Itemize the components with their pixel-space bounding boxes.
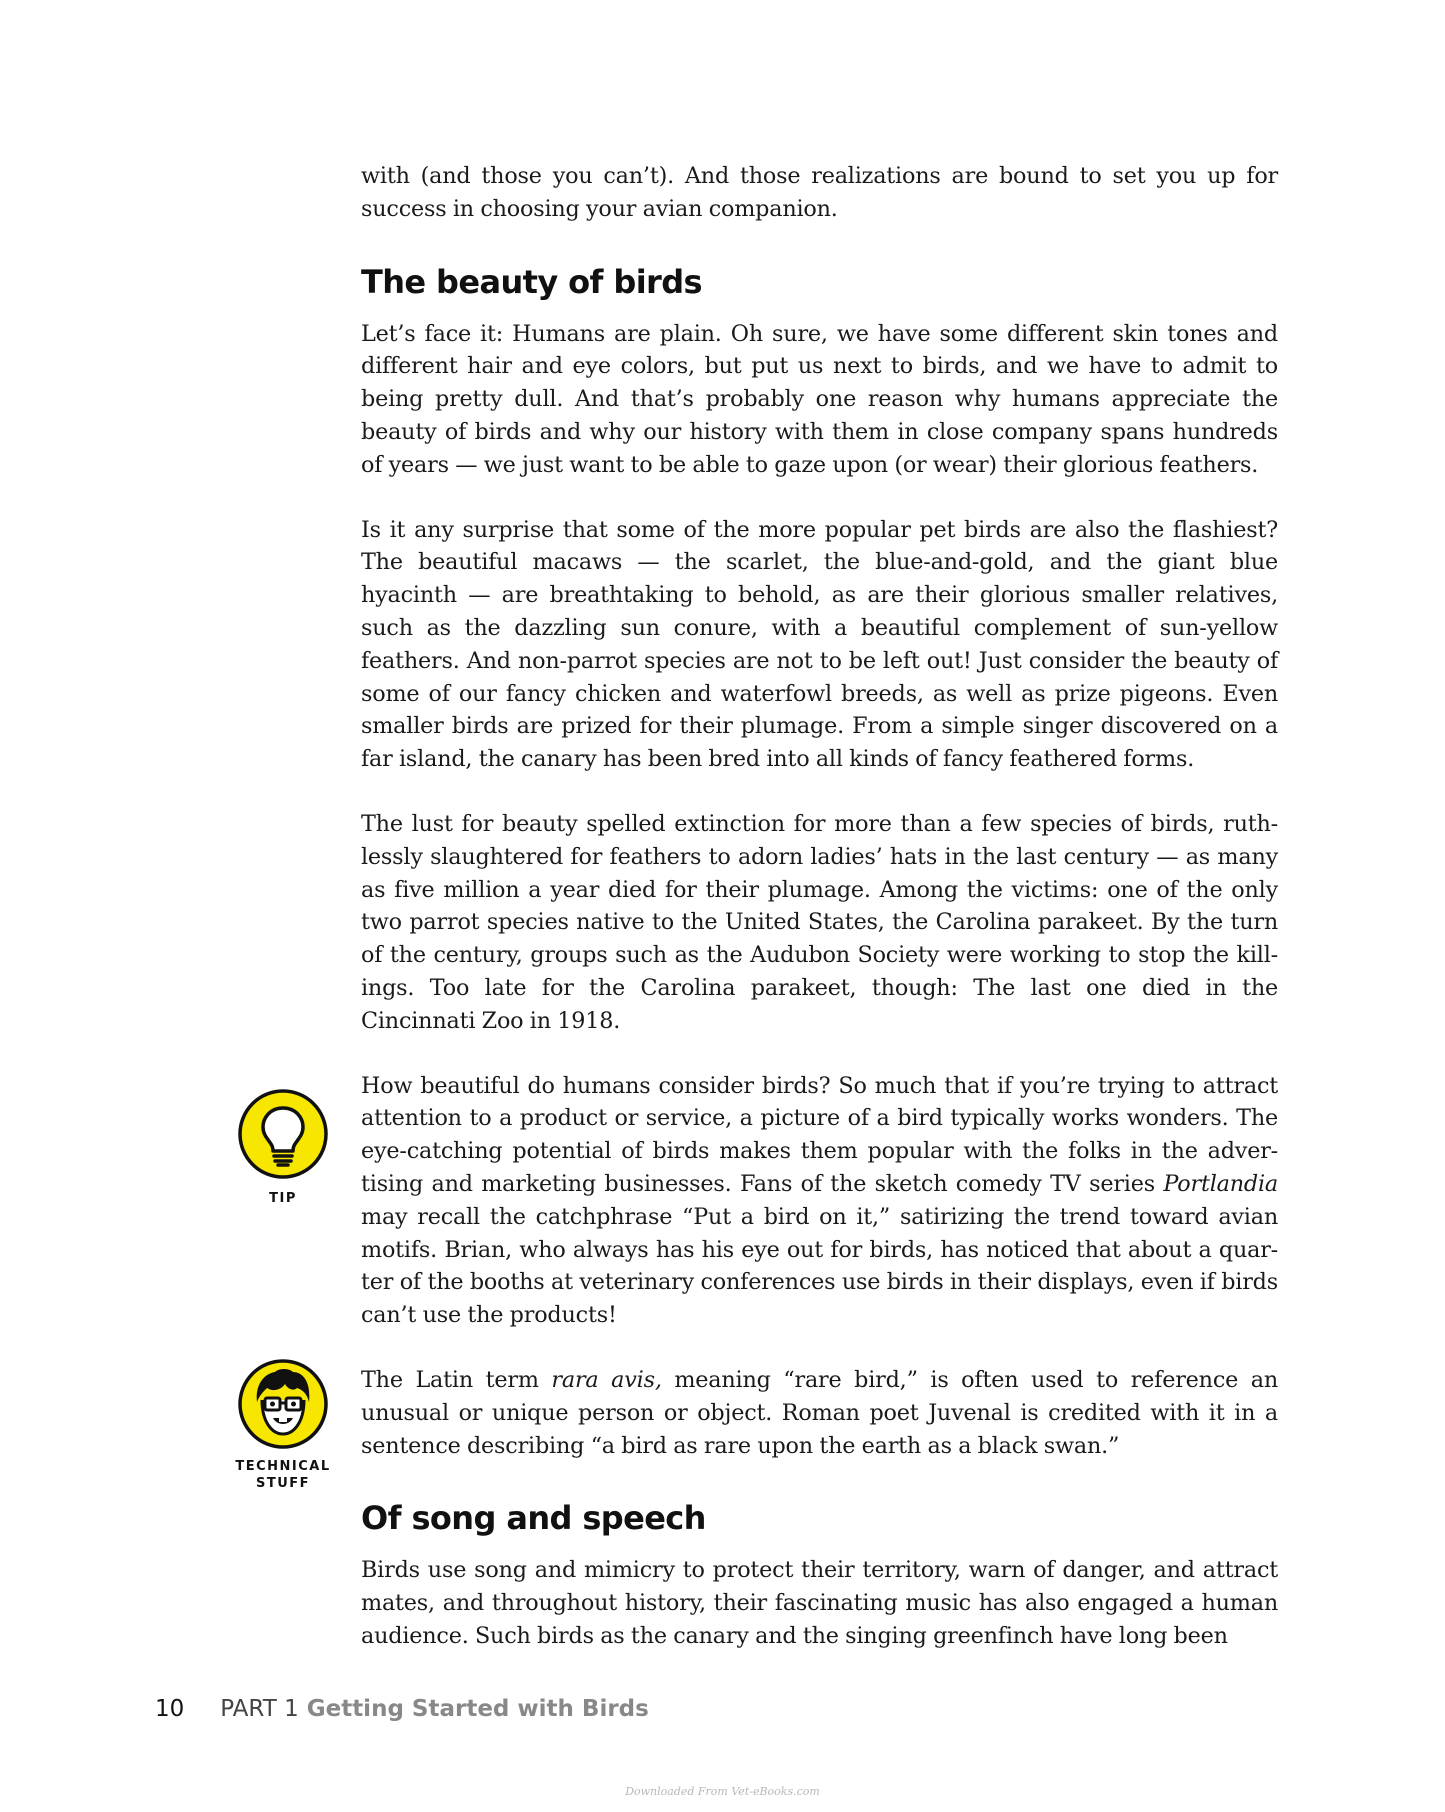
beauty-paragraph-1: Let’s face it: Humans are plain. Oh sure, we have some different skin tones and different hair and eye colors, but put us next to birds, and we have to admit to being pretty dull. And that’s probably one reason why humans appreciate the beauty of birds and why our history with them in close company spans hundreds of years — we just want to be able to gaze upon (or wear) their glorious feathers. — [361, 320, 1278, 478]
section-heading-song: Of song and speech — [361, 1499, 706, 1538]
lightbulb-icon — [237, 1088, 329, 1180]
technical-label-line2: STUFF — [255, 1476, 311, 1491]
tip-icon-block — [213, 1088, 353, 1207]
tip-label: TIP — [269, 1191, 297, 1206]
beauty-paragraph-2: Is it any surprise that some of the more popular pet birds are also the flashiest? The beautiful macaws — the scarlet, the blue-and-gold, and the giant blue hyacinth — are breathtaking to behold, as are their glorious smaller relatives, such as the dazzling sun conure, with a beautiful complement of sun-yellow feathers. And non-parrot species are not to be left out! Just consider the beauty of some of our fancy chicken and waterfowl breeds, as well as prize pigeons. Even smaller birds are prized for their plumage. From a simple singer discovered on a far island, the canary has been bred into all kinds of fancy feathered forms. — [361, 516, 1278, 773]
section-heading-beauty: The beauty of birds — [361, 262, 702, 301]
technical-stuff-icon-block — [213, 1358, 353, 1492]
technical-text-end: meaning “rare bird,” is often used to reference an unusual or unique person or object. Roman poet Juvenal is credited with it in a sentence describing “a bird as rare upon the earth as a black swan.” — [361, 1366, 1278, 1459]
part-label: PART 1 — [220, 1696, 299, 1722]
technical-text-italic: rara avis, — [551, 1366, 662, 1393]
beauty-paragraph-3: The lust for beauty spelled extinction for more than a few species of birds, ruth-lessly slaughtered for feathers to adorn ladies’ hats in the last century — as many as five million a year died for their plumage. Among the victims: one of the only two parrot species native to the United States, the Carolina parakeet. By the turn of the century, groups such as the Audubon Society were working to stop the kill-ings. Too late for the Carolina parakeet, though: The last one died in the Cincinnati Zoo in 1918. — [361, 810, 1278, 1034]
technical-stuff-paragraph — [361, 1364, 1278, 1462]
song-paragraph-1: Birds use song and mimicry to protect their territory, warn of danger, and attract mates, and throughout history, their fascinating music has also engaged a human audience. Such birds as the canary and the singing greenfinch have long been — [361, 1557, 1278, 1649]
page-number: 10 — [155, 1696, 185, 1722]
page-footer — [155, 1694, 649, 1724]
technical-text-start: The Latin term — [361, 1366, 552, 1393]
part-title: Getting Started with Birds — [306, 1696, 649, 1722]
nerd-face-icon — [237, 1358, 329, 1450]
technical-label-line1: TECHNICAL — [235, 1459, 331, 1474]
tip-text-start: How beautiful do humans consider birds? So much that if you’re trying to attract attention to a product or service, a picture of a bird typically works wonders. The eye-catching potential of birds makes them popular with the folks in the adver-tising and marketing businesses. Fans of the sketch comedy TV series — [361, 1072, 1278, 1197]
intro-paragraph: with (and those you can’t). And those realizations are bound to set you up for success in choosing your avian companion. — [361, 163, 1278, 222]
main-column — [361, 160, 1278, 1653]
watermark: Downloaded From Vet-eBooks.com — [625, 1785, 820, 1798]
tip-text-italic: Portlandia — [1163, 1170, 1278, 1197]
tip-paragraph — [361, 1070, 1278, 1332]
tip-text-end: may recall the catchphrase “Put a bird on it,” satirizing the trend toward avian motifs. Brian, who always has his eye out for birds, has noticed that about a quar-ter of the booths at veterinary conferences use birds in their displays, even if birds can’t use the products! — [361, 1203, 1278, 1329]
